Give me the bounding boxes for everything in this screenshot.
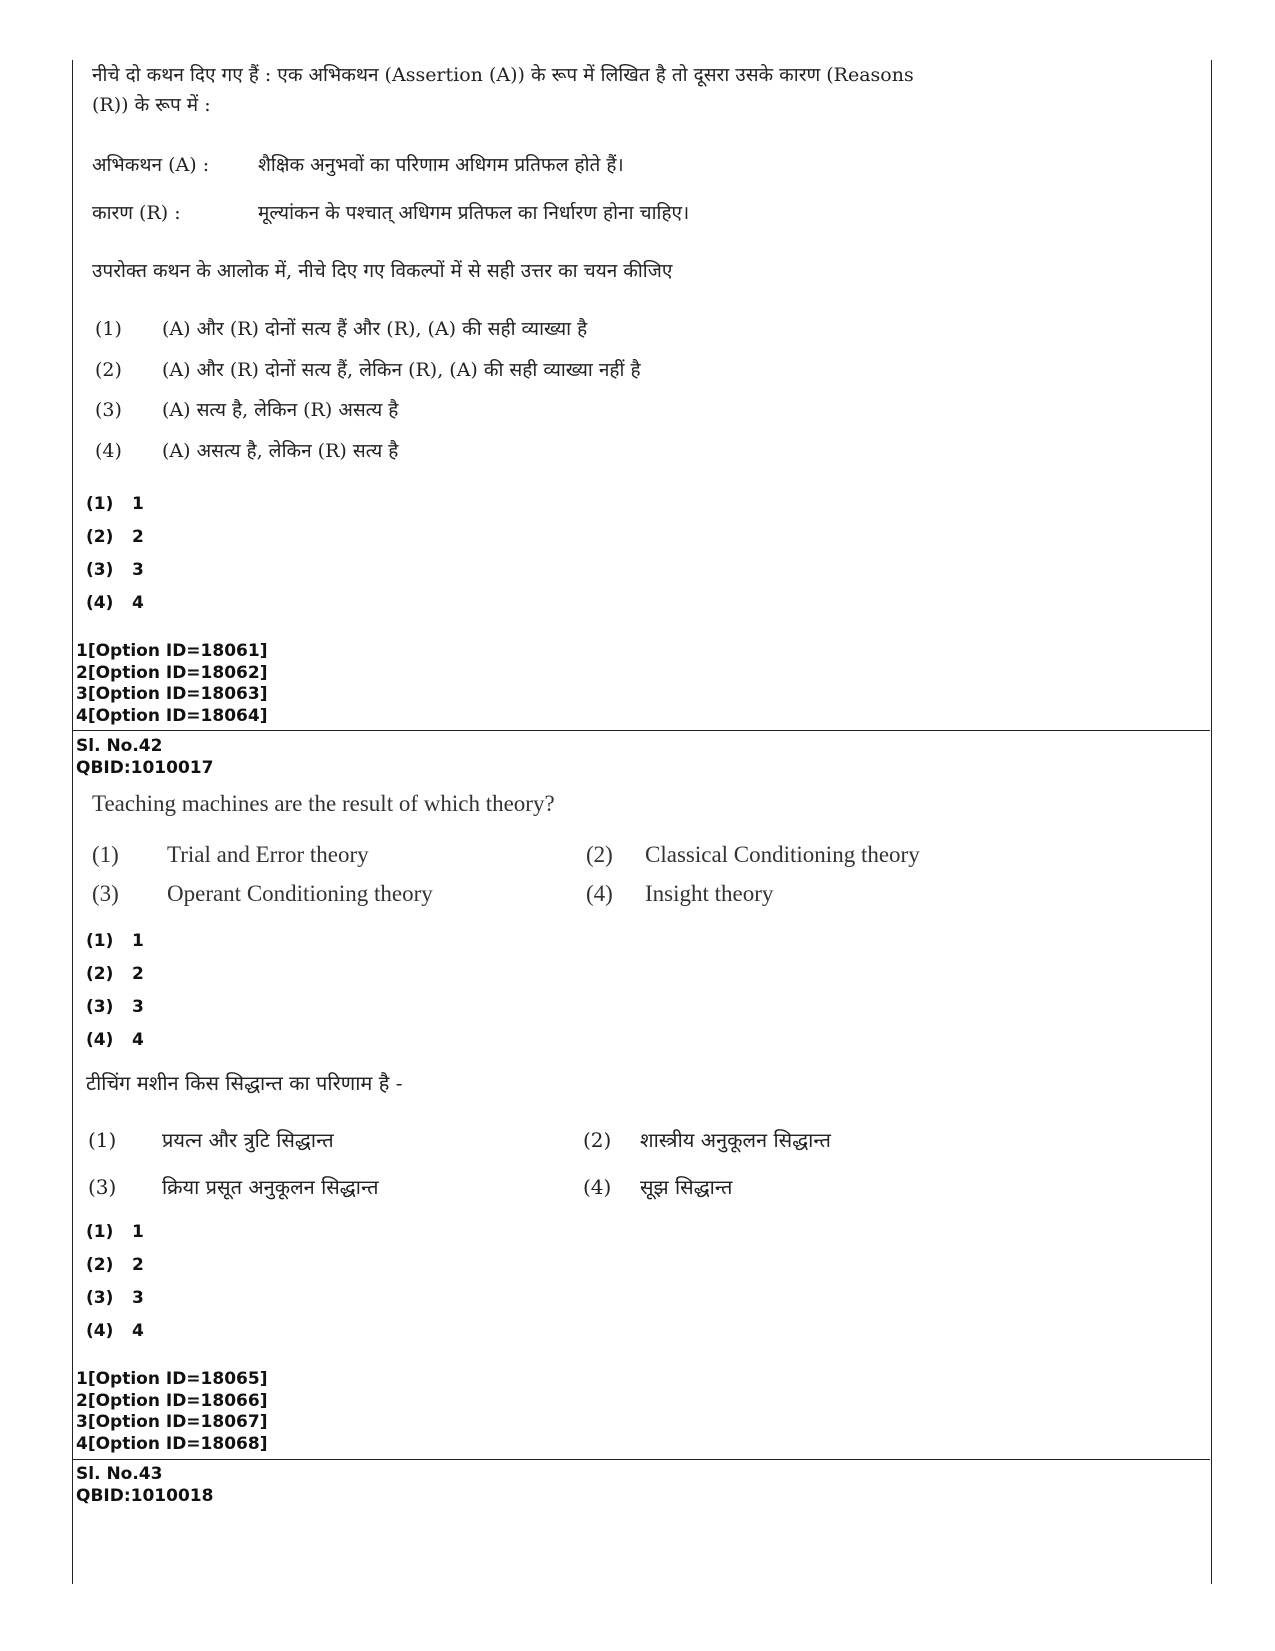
q42-hi-option-1-text: प्रयत्न और त्रुटि सिद्धान्त [162,1128,334,1152]
q41-option-2-number: (2) [95,359,122,381]
option-id: 1[Option ID=18061] [76,641,268,661]
answer-number: (4) [86,1321,114,1341]
q41-intro-line2: (R)) के रूप में : [92,94,211,116]
q41-option-4-number: (4) [95,440,122,462]
option-id: 4[Option ID=18068] [76,1433,268,1454]
option-id: 3[Option ID=18067] [76,1412,268,1432]
q42-en-answer-choice-4[interactable] [86,1030,144,1050]
q41-instruction: उपरोक्त कथन के आलोक में, नीचे दिए गए विकल्पों में से सही उत्तर का चयन कीजिए [92,260,673,282]
option-id: 4[Option ID=18064] [76,705,268,726]
q42-question-hi: टीचिंग मशीन किस सिद्धान्त का परिणाम है - [86,1071,403,1095]
answer-value: 4 [132,1030,144,1050]
answer-number: (1) [86,1222,114,1242]
q42-en-option-2-text: Classical Conditioning theory [645,842,920,867]
q42-hi-option-2-text: शास्त्रीय अनुकूलन सिद्धान्त [640,1128,831,1152]
q42-option-ids [76,1369,267,1455]
divider [72,1459,1210,1460]
q41-answer-choice-1[interactable] [86,494,144,514]
q42-hi-option-1-number: (1) [88,1128,117,1152]
q43-header [76,1464,213,1507]
answer-number: (1) [86,494,114,514]
q42-hi-answer-choice-1[interactable] [86,1222,144,1242]
answer-number: (4) [86,593,114,613]
answer-value: 1 [132,1222,144,1242]
answer-value: 4 [132,1321,144,1341]
answer-value: 2 [132,964,144,984]
q42-hi-option-2-number: (2) [583,1128,612,1152]
answer-value: 1 [132,931,144,951]
q42-en-option-4-text: Insight theory [645,881,774,906]
q42-en-option-3-text: Operant Conditioning theory [167,881,433,906]
answer-number: (1) [86,931,114,951]
option-id: 2[Option ID=18062] [76,662,268,683]
answer-value: 3 [132,1288,144,1308]
qbid: QBID:1010018 [76,1485,214,1506]
q41-answer-choice-3[interactable] [86,560,144,580]
answer-number: (4) [86,1030,114,1050]
q41-answer-choice-2[interactable] [86,527,144,547]
answer-value: 1 [132,494,144,514]
q42-en-option-2-number: (2) [586,842,613,867]
q42-en-option-3-number: (3) [92,881,119,906]
q42-hi-option-3-text: क्रिया प्रसूत अनुकूलन सिद्धान्त [162,1175,379,1199]
q42-hi-answer-choice-2[interactable] [86,1255,144,1275]
q42-header [76,736,213,779]
q42-hi-option-4-number: (4) [583,1175,612,1199]
q41-intro [92,60,1192,120]
answer-number: (2) [86,1255,114,1275]
answer-value: 2 [132,527,144,547]
q42-hi-answer-choice-3[interactable] [86,1288,144,1308]
answer-number: (3) [86,560,114,580]
page-frame [72,60,1212,1584]
q42-en-answer-choice-1[interactable] [86,931,144,951]
q42-hi-option-4-text: सूझ सिद्धान्त [640,1175,733,1199]
divider [72,730,1210,731]
answer-value: 3 [132,997,144,1017]
answer-value: 3 [132,560,144,580]
q42-question-en: Teaching machines are the result of which theory? [92,791,555,816]
answer-value: 4 [132,593,144,613]
option-id: 1[Option ID=18065] [76,1369,268,1389]
option-id: 2[Option ID=18066] [76,1390,268,1411]
answer-number: (3) [86,997,114,1017]
answer-value: 2 [132,1255,144,1275]
q42-en-answer-choice-2[interactable] [86,964,144,984]
q41-option-3-text: (A) सत्य है, लेकिन (R) असत्य है [162,399,399,421]
option-id: 3[Option ID=18063] [76,684,268,704]
q42-en-option-4-number: (4) [586,881,613,906]
assertion-label: अभिकथन (A) : [92,154,210,176]
q42-hi-answer-choice-4[interactable] [86,1321,144,1341]
q41-option-3-number: (3) [95,399,122,421]
q41-option-1-number: (1) [95,318,122,340]
qbid: QBID:1010017 [76,757,214,778]
serial-number: Sl. No.42 [76,736,163,756]
q42-en-option-1-number: (1) [92,842,119,867]
q42-en-option-1-text: Trial and Error theory [167,842,369,867]
q42-en-answer-choice-3[interactable] [86,997,144,1017]
q41-option-4-text: (A) असत्य है, लेकिन (R) सत्य है [162,440,399,462]
q41-option-1-text: (A) और (R) दोनों सत्य हैं और (R), (A) की सही व्याख्या है [162,318,588,340]
q41-intro-line1: नीचे दो कथन दिए गए हैं : एक अभिकथन (Assertion (A)) के रूप में लिखित है तो दूसरा उसके कारण (Reasons [92,64,914,86]
answer-number: (2) [86,527,114,547]
answer-number: (3) [86,1288,114,1308]
assertion-text: शैक्षिक अनुभवों का परिणाम अधिगम प्रतिफल होते हैं। [258,154,624,176]
serial-number: Sl. No.43 [76,1464,163,1484]
answer-number: (2) [86,964,114,984]
reason-text: मूल्यांकन के पश्चात् अधिगम प्रतिफल का निर्धारण होना चाहिए। [258,202,690,224]
q41-option-ids [76,641,267,727]
reason-label: कारण (R) : [92,202,181,224]
q41-answer-choice-4[interactable] [86,593,144,613]
q41-option-2-text: (A) और (R) दोनों सत्य हैं, लेकिन (R), (A) की सही व्याख्या नहीं है [162,359,641,381]
q42-hi-option-3-number: (3) [88,1175,117,1199]
